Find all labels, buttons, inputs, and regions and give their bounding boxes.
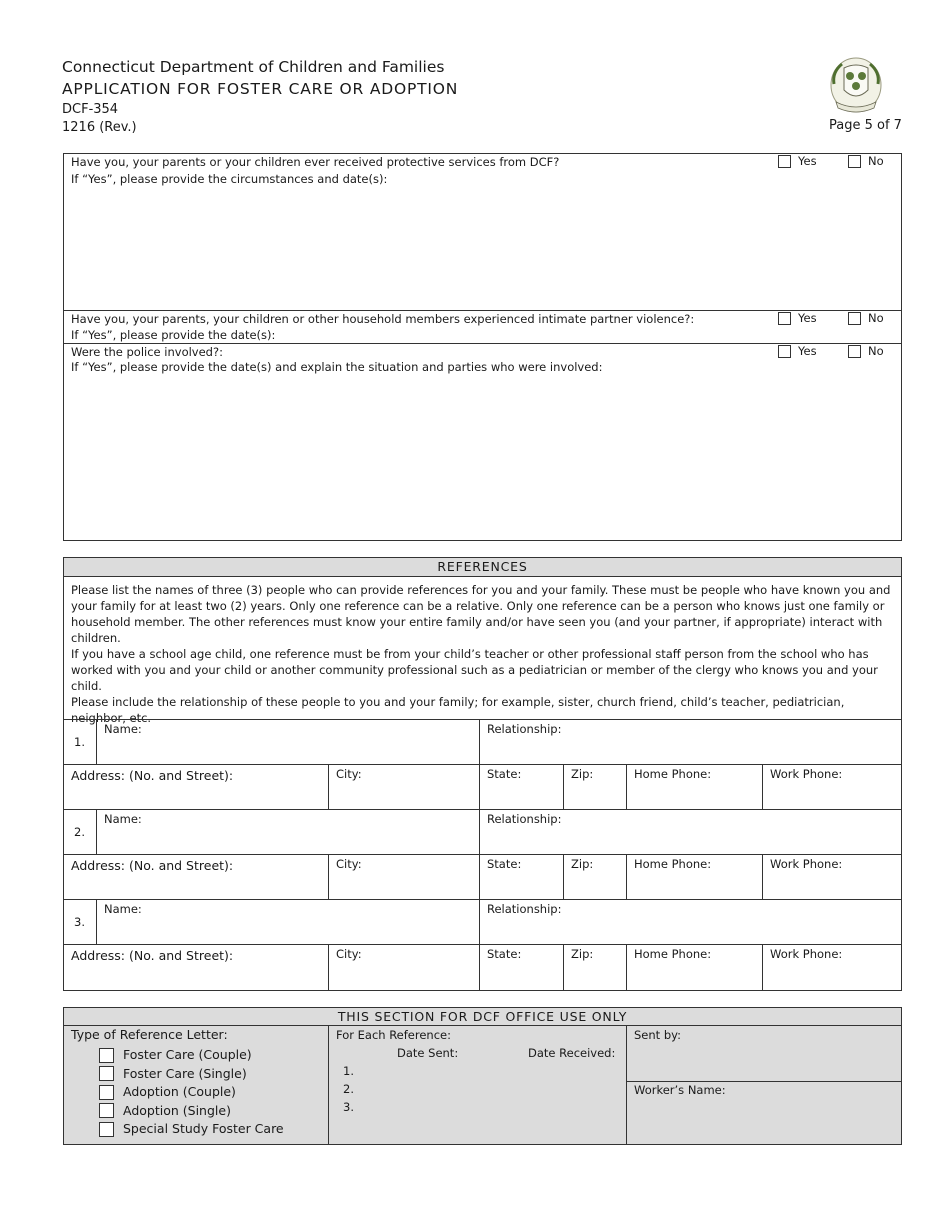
q3-no-option[interactable] bbox=[848, 344, 884, 358]
address-label: Address: (No. and Street): bbox=[71, 858, 234, 873]
name-label: Name: bbox=[104, 812, 142, 826]
reference-1-address-field[interactable] bbox=[63, 764, 329, 810]
references-instructions bbox=[63, 576, 902, 725]
state-seal-icon bbox=[826, 54, 886, 116]
checkbox[interactable] bbox=[99, 1048, 114, 1063]
reference-2-home-phone-field[interactable] bbox=[626, 854, 763, 900]
reference-3-work-phone-field[interactable] bbox=[762, 944, 902, 991]
reference-1-name-field[interactable] bbox=[96, 719, 480, 765]
q2-followup: If “Yes”, please provide the date(s): bbox=[71, 328, 276, 342]
checkbox[interactable] bbox=[99, 1085, 114, 1100]
checkbox[interactable] bbox=[848, 345, 861, 358]
no-label: No bbox=[868, 344, 884, 358]
reference-number: 1. bbox=[63, 719, 97, 765]
checkbox[interactable] bbox=[848, 155, 861, 168]
name-label: Name: bbox=[104, 722, 142, 736]
work-phone-label: Work Phone: bbox=[770, 947, 843, 961]
date-sent-label: Date Sent: bbox=[397, 1046, 459, 1060]
sent-by-label: Sent by: bbox=[634, 1028, 681, 1042]
reference-1-city-field[interactable] bbox=[328, 764, 480, 810]
reference-1-zip-field[interactable] bbox=[563, 764, 627, 810]
zip-label: Zip: bbox=[571, 947, 594, 961]
address-label: Address: (No. and Street): bbox=[71, 768, 234, 783]
reference-2-relationship-field[interactable] bbox=[479, 809, 902, 855]
worker-name-field[interactable] bbox=[626, 1081, 902, 1145]
reference-2-zip-field[interactable] bbox=[563, 854, 627, 900]
reference-2-work-phone-field[interactable] bbox=[762, 854, 902, 900]
relationship-label: Relationship: bbox=[487, 722, 562, 736]
checkbox[interactable] bbox=[778, 312, 791, 325]
city-label: City: bbox=[336, 767, 362, 781]
sent-by-field[interactable] bbox=[626, 1025, 902, 1082]
state-label: State: bbox=[487, 947, 522, 961]
address-label: Address: (No. and Street): bbox=[71, 948, 234, 963]
reference-3-state-field[interactable] bbox=[479, 944, 564, 991]
home-phone-label: Home Phone: bbox=[634, 857, 712, 871]
row-number: 1. bbox=[343, 1064, 354, 1078]
row-number: 3. bbox=[343, 1100, 354, 1114]
q2-no-option[interactable] bbox=[848, 311, 884, 325]
reference-3-home-phone-field[interactable] bbox=[626, 944, 763, 991]
reference-1-work-phone-field[interactable] bbox=[762, 764, 902, 810]
option-adoption-couple[interactable] bbox=[99, 1083, 284, 1102]
checkbox[interactable] bbox=[99, 1066, 114, 1081]
references-title: REFERENCES bbox=[63, 557, 902, 577]
reference-3-relationship-field[interactable] bbox=[479, 899, 902, 945]
checkbox[interactable] bbox=[99, 1103, 114, 1118]
name-label: Name: bbox=[104, 902, 142, 916]
reference-2-state-field[interactable] bbox=[479, 854, 564, 900]
relationship-label: Relationship: bbox=[487, 812, 562, 826]
reference-3-name-field[interactable] bbox=[96, 899, 480, 945]
q1-followup: If “Yes”, please provide the circumstances and date(s): bbox=[71, 172, 388, 186]
city-label: City: bbox=[336, 857, 362, 871]
references-para-1: Please list the names of three (3) people who can provide references for you and your family. These must be people who have known you and your family for at least two (2) years. Only one reference can be a relative. Only one reference can be a person who knows just one family or household member. The other references must know your entire family and/or have seen you (and your partner, if appropriate) interact with children. bbox=[71, 583, 891, 645]
reference-3-address-field[interactable] bbox=[63, 944, 329, 991]
q3-question: Were the police involved?: bbox=[71, 345, 223, 359]
office-use-title: THIS SECTION FOR DCF OFFICE USE ONLY bbox=[63, 1007, 902, 1026]
references-para-2: If you have a school age child, one reference must be from your child’s teacher or other professional staff person from the school who has worked with you and your child or another community professional such as a pediatrician or member of the clergy who knows you and your child. bbox=[71, 647, 878, 693]
option-label: Foster Care (Couple) bbox=[123, 1047, 252, 1062]
work-phone-label: Work Phone: bbox=[770, 857, 843, 871]
q1-yes-option[interactable] bbox=[778, 154, 817, 168]
form-revision: 1216 (Rev.) bbox=[62, 120, 137, 135]
q2-yes-option[interactable] bbox=[778, 311, 817, 325]
yes-label: Yes bbox=[798, 311, 817, 325]
row-number: 2. bbox=[343, 1082, 354, 1096]
reference-letter-type-panel bbox=[63, 1025, 329, 1145]
worker-name-label: Worker’s Name: bbox=[634, 1083, 726, 1097]
page-number: Page 5 of 7 bbox=[829, 118, 902, 133]
option-label: Adoption (Couple) bbox=[123, 1084, 236, 1099]
reference-number: 2. bbox=[63, 809, 97, 855]
yes-label: Yes bbox=[798, 344, 817, 358]
references-para-3: Please include the relationship of these people to you and your family; for example, sister, church friend, child’s teacher, pediatrician, neighbor, etc. bbox=[71, 695, 845, 725]
checkbox[interactable] bbox=[99, 1122, 114, 1137]
q1-answer-field[interactable] bbox=[66, 190, 899, 307]
q1-question: Have you, your parents or your children ever received protective services from DCF? bbox=[71, 155, 560, 169]
q3-answer-field[interactable] bbox=[66, 378, 899, 538]
checkbox[interactable] bbox=[848, 312, 861, 325]
no-label: No bbox=[868, 154, 884, 168]
type-label: Type of Reference Letter: bbox=[71, 1027, 228, 1042]
reference-3-city-field[interactable] bbox=[328, 944, 480, 991]
reference-number: 3. bbox=[63, 899, 97, 945]
relationship-label: Relationship: bbox=[487, 902, 562, 916]
reference-1-state-field[interactable] bbox=[479, 764, 564, 810]
for-each-label: For Each Reference: bbox=[336, 1028, 451, 1042]
q3-followup: If “Yes”, please provide the date(s) and explain the situation and parties who were involved: bbox=[71, 360, 603, 374]
state-label: State: bbox=[487, 857, 522, 871]
form-title: APPLICATION FOR FOSTER CARE OR ADOPTION bbox=[62, 80, 459, 98]
reference-dates-panel bbox=[328, 1025, 627, 1145]
reference-2-city-field[interactable] bbox=[328, 854, 480, 900]
form-number: DCF-354 bbox=[62, 102, 119, 117]
option-foster-care-single[interactable] bbox=[99, 1065, 284, 1084]
reference-1-home-phone-field[interactable] bbox=[626, 764, 763, 810]
work-phone-label: Work Phone: bbox=[770, 767, 843, 781]
reference-2-address-field[interactable] bbox=[63, 854, 329, 900]
q1-no-option[interactable] bbox=[848, 154, 884, 168]
option-special-study-foster-care[interactable] bbox=[99, 1120, 284, 1139]
home-phone-label: Home Phone: bbox=[634, 767, 712, 781]
reference-1-relationship-field[interactable] bbox=[479, 719, 902, 765]
city-label: City: bbox=[336, 947, 362, 961]
option-label: Foster Care (Single) bbox=[123, 1065, 247, 1081]
date-received-label: Date Received: bbox=[528, 1046, 616, 1060]
home-phone-label: Home Phone: bbox=[634, 947, 712, 961]
checkbox[interactable] bbox=[778, 345, 791, 358]
no-label: No bbox=[868, 311, 884, 325]
q3-yes-option[interactable] bbox=[778, 344, 817, 358]
agency-name: Connecticut Department of Children and Families bbox=[62, 58, 445, 76]
option-label: Adoption (Single) bbox=[123, 1102, 231, 1118]
reference-3-zip-field[interactable] bbox=[563, 944, 627, 991]
checkbox[interactable] bbox=[778, 155, 791, 168]
zip-label: Zip: bbox=[571, 857, 594, 871]
option-foster-care-couple[interactable] bbox=[99, 1046, 284, 1065]
q2-question: Have you, your parents, your children or other household members experienced intimate partner violence?: bbox=[71, 312, 695, 326]
state-label: State: bbox=[487, 767, 522, 781]
zip-label: Zip: bbox=[571, 767, 594, 781]
option-label: Special Study Foster Care bbox=[123, 1121, 284, 1136]
yes-label: Yes bbox=[798, 154, 817, 168]
reference-2-name-field[interactable] bbox=[96, 809, 480, 855]
option-adoption-single[interactable] bbox=[99, 1102, 284, 1121]
